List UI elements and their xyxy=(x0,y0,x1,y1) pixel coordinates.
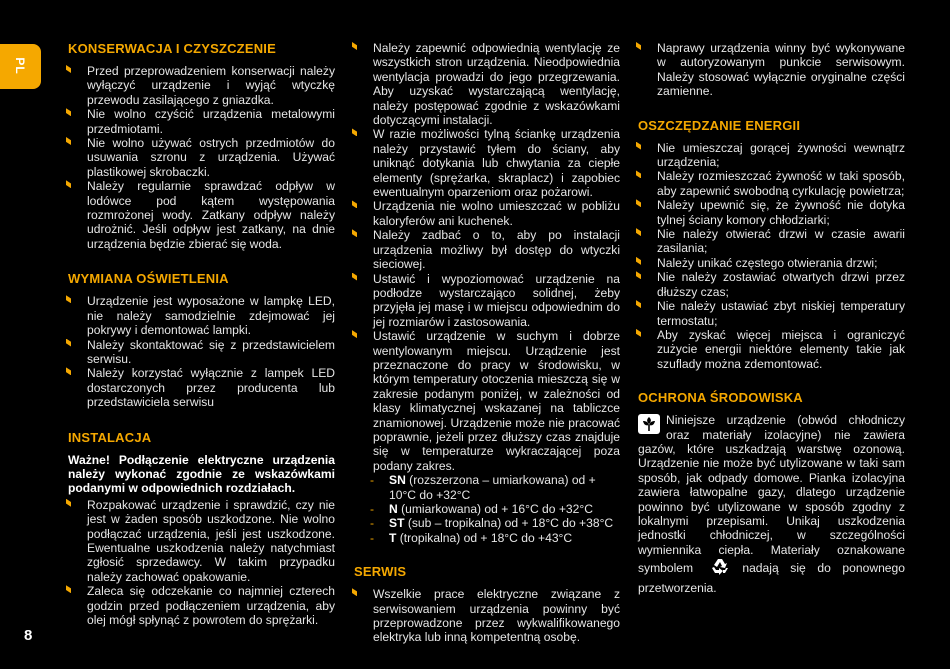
bullet-icon xyxy=(68,181,72,189)
bullet-icon xyxy=(638,301,642,309)
list-konserwacja xyxy=(68,64,335,251)
list-item: Aby zyskać więcej miejsca i ograniczyć zużycie energii niektóre elementy takie jak szuflady można zdemontować. xyxy=(638,328,905,371)
list-item: Nie należy zostawiać otwartych drzwi przez dłuższy czas; xyxy=(638,270,905,299)
climate-class-item: - T (tropikalna) od + 18°C do +43°C xyxy=(370,530,573,545)
language-tab xyxy=(0,44,41,89)
list-wymiana xyxy=(68,294,335,409)
list-item: Należy zadbać o to, aby po instalacji urządzenia możliwy był dostęp do wtyczki sieciowej. xyxy=(354,228,620,271)
recycle-icon xyxy=(709,557,731,580)
bullet-icon xyxy=(68,368,72,376)
section-title-ochrona: OCHRONA ŚRODOWISKA xyxy=(638,390,803,406)
bullet-icon xyxy=(68,586,72,594)
list-oszczedzanie xyxy=(638,141,905,372)
list-item: Urządzenia nie wolno umieszczać w pobliżu kaloryferów ani kuchenek. xyxy=(354,199,620,228)
column-1 xyxy=(68,41,335,641)
section-title-instalacja: INSTALACJA xyxy=(68,429,152,445)
bullet-icon xyxy=(354,201,358,209)
bullet-icon xyxy=(638,330,642,338)
column-3 xyxy=(638,41,905,609)
list-item: Ustawić i wypoziomować urządzenie na podłodze wystarczająco solidnej, żeby przyjęła jej masę i w miejscu odpowiednim do jej rozmiarów i zastosowania. xyxy=(354,272,620,330)
bullet-icon xyxy=(638,272,642,280)
list-item: Nie wolno używać ostrych przedmiotów do usuwania szronu z urządzenia. Używać plastikowej skrobaczki. xyxy=(68,136,335,179)
environment-text: Niniejsze urządzenie (obwód chłodniczy oraz materiały izolacyjne) nie zawiera gazów, które uszkadzają warstwę ozonową. Urządzenie nie może być utylizowane w taki sam sposób, jak odpady domowe. Pianka izolacyjna zawiera łatwopalne gazy, dlatego urządzenie powinno być utylizowane w sposób zgodny z lokalnymi przepisami. Unikaj uszkodzenia jednostki chłodniczej, w szczególności wymiennika ciepła. Materiały oznakowane symbolem nadają się do ponownego przetworzenia. xyxy=(638,413,905,595)
list-item: Należy upewnić się, że żywność nie dotyka tylnej ściany komory chłodziarki; xyxy=(638,198,905,227)
column-2 xyxy=(354,41,620,659)
section-title-serwis: SERWIS xyxy=(354,564,407,580)
list-item: Ustawić urządzenie w suchym i dobrze wentylowanym miejscu. Urządzenie jest przeznaczone do pracy w środowisku, w którym temperatury otoczenia mieszczą się w zakresie podanym poniżej, w zależności od klasy klimatycznej wskazanej na tabliczce znamionowej. Urządzenie może nie pracować poprawnie, jeżeli przez dłuższy czas znajduje się w temperaturze wykraczającej poza podany zakres. xyxy=(354,329,620,473)
list-item: Urządzenie jest wyposażone w lampkę LED, nie należy samodzielnie zdejmować jej pokrywy i demontować lampki. xyxy=(68,294,335,337)
list-item: Nie umieszczaj gorącej żywności wewnątrz urządzenia; xyxy=(638,141,905,170)
list-instalacja xyxy=(68,498,335,628)
list-item: Przed przeprowadzeniem konserwacji należy wyłączyć urządzenie i wyjąć wtyczkę przewodu zasilającego z gniazdka. xyxy=(68,64,335,107)
environment-text-end: nadają się do ponownego przetworzenia. xyxy=(638,561,905,595)
bullet-icon xyxy=(68,340,72,348)
list-item: Rozpakować urządzenie i sprawdzić, czy nie jest w żaden sposób uszkodzone. Nie wolno podłączać urządzenia, jeśli jest uszkodzone. Ewentualne uszkodzenia należy natychmiast zgłosić sprzedawcy. W takim przypadku należy zachować opakowanie. xyxy=(68,498,335,584)
list-serwis xyxy=(354,587,620,645)
installation-warning: Ważne! Podłączenie elektryczne urządzenia należy wykonać zgodnie ze wskazówkami podanymi w odpowiednich rozdziałach. xyxy=(68,452,335,496)
climate-class-list xyxy=(354,473,620,545)
bullet-icon xyxy=(354,589,358,597)
bullet-icon xyxy=(354,331,358,339)
page-number: 8 xyxy=(24,627,33,644)
bullet-icon xyxy=(68,66,72,74)
list-serwis-cont xyxy=(638,41,905,99)
list-item: Należy zapewnić odpowiednią wentylację ze wszystkich stron urządzenia. Nieodpowiednia wentylacja prowadzi do jego przegrzewania. Aby uzyskać wystarczającą wentylację, należy postępować zgodnie z wskazówkami dotyczącymi instalacji. xyxy=(354,41,620,127)
bullet-icon xyxy=(68,138,72,146)
climate-class-item: - SN (rozszerzona – umiarkowana) od + 10°C do +32°C xyxy=(370,473,596,502)
list-item: Nie należy otwierać drzwi w czasie awarii zasilania; xyxy=(638,227,905,256)
bullet-icon xyxy=(354,43,358,51)
list-item: Należy skontaktować się z przedstawicielem serwisu. xyxy=(68,338,335,367)
bullet-icon xyxy=(638,229,642,237)
section-oszczedzanie xyxy=(638,118,905,372)
bullet-icon xyxy=(638,200,642,208)
list-item: Należy korzystać wyłącznie z lampek LED dostarczonych przez producenta lub przedstawiciela serwisu xyxy=(68,366,335,409)
bullet-icon xyxy=(354,129,358,137)
climate-class-item: - ST (sub – tropikalna) od + 18°C do +38°C xyxy=(370,516,614,531)
section-title-wymiana: WYMIANA OŚWIETLENIA xyxy=(68,271,229,287)
list-item: Nie wolno czyścić urządzenia metalowymi przedmiotami. xyxy=(68,107,335,136)
list-item: Naprawy urządzenia winny być wykonywane w autoryzowanym punkcie serwisowym. Należy stosować wyłącznie oryginalne części zamienne. xyxy=(638,41,905,99)
list-item: Należy rozmieszczać żywność w taki sposób, aby zapewnić swobodną cyrkulację powietrza; xyxy=(638,169,905,198)
bullet-icon xyxy=(638,43,642,51)
section-title-oszczedzanie: OSZCZĘDZANIE ENERGII xyxy=(638,117,801,133)
bullet-icon xyxy=(354,274,358,282)
bullet-icon xyxy=(68,500,72,508)
list-item: Wszelkie prace elektryczne związane z serwisowaniem urządzenia powinny być przeprowadzone przez wykwalifikowanego elektryka lub inną kompetentną osobę. xyxy=(354,587,620,645)
bullet-icon xyxy=(638,258,642,266)
list-item: Zaleca się odczekanie co najmniej czterech godzin przed podłączeniem urządzenia, aby olej mógł spłynąć z powrotem do sprężarki. xyxy=(68,584,335,627)
section-instalacja xyxy=(68,430,335,628)
section-konserwacja xyxy=(68,41,335,251)
list-item: Należy unikać częstego otwierania drzwi; xyxy=(638,256,905,270)
bullet-icon xyxy=(68,109,72,117)
bullet-icon xyxy=(638,143,642,151)
section-ochrona xyxy=(638,390,905,595)
language-tab-label: PL xyxy=(13,57,27,75)
climate-class-item: - N (umiarkowana) od + 16°C do +32°C xyxy=(370,502,593,516)
environment-flower-icon xyxy=(638,414,660,434)
list-item: W razie możliwości tylną ściankę urządzenia należy przystawić tyłem do ściany, aby uniknąć dotykania lub chwytania za ciepłe elementy (sprężarka, skraplacz) i zapobiec ewentualnym oparzeniom oraz pożarowi. xyxy=(354,127,620,199)
list-instalacja-cont xyxy=(354,41,620,473)
section-wymiana xyxy=(68,271,335,409)
list-item: Nie należy ustawiać zbyt niskiej temperatury termostatu; xyxy=(638,299,905,328)
bullet-icon xyxy=(638,171,642,179)
list-item: Należy regularnie sprawdzać odpływ w lodówce pod kątem występowania rozmrożonej wody. Zatkany odpływ należy udrożnić. Jeśli odpływ jest zatkany, na dnie urządzenia będzie zbierać się woda. xyxy=(68,179,335,251)
section-title-konserwacja: KONSERWACJA I CZYSZCZENIE xyxy=(68,41,276,56)
bullet-icon xyxy=(68,296,72,304)
section-serwis xyxy=(354,564,620,645)
bullet-icon xyxy=(354,230,358,238)
